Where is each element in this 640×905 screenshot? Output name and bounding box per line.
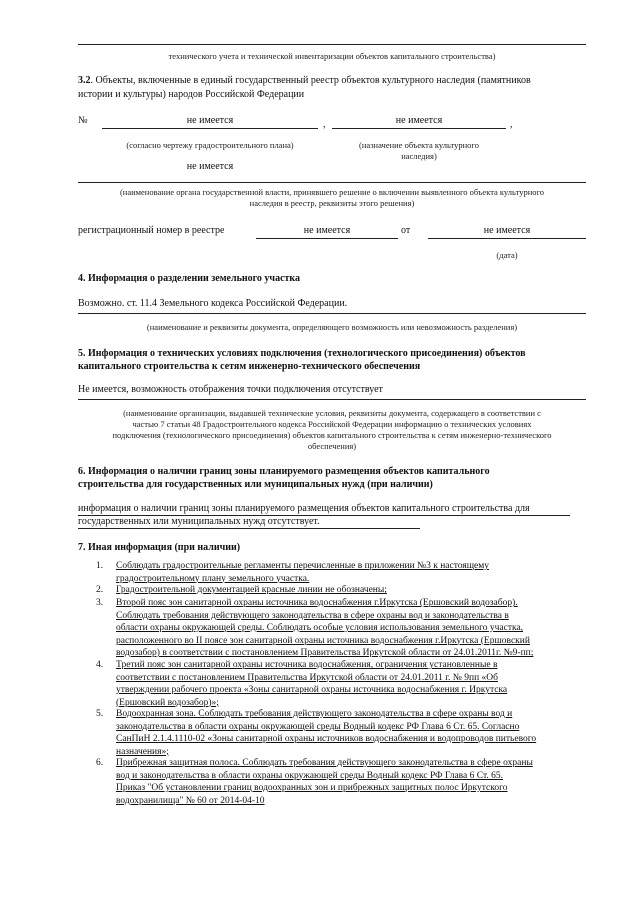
list-item — [96, 560, 590, 585]
section-3-2-line2: истории и культуры) народов Российской Федерации — [78, 89, 305, 100]
section-6-text-2: государственных или муниципальных нужд отсутствует. — [78, 516, 320, 527]
list-item — [96, 584, 590, 597]
registry-number-value: не имеется — [303, 225, 351, 236]
section-5-underline — [78, 399, 586, 400]
object-purpose-value: не имеется — [395, 115, 443, 126]
object-number-value: не имеется — [186, 115, 234, 126]
list-item — [96, 597, 590, 660]
section-5-caption-1: (наименование организации, выдавшей технические условия, реквизиты документа, содержащего в соответствии с — [123, 408, 541, 418]
authority-caption-1: (наименование органа государственной власти, принявшего решение о включении выявленного объекта культурного — [119, 187, 545, 197]
section-4-text: Возможно. ст. 11.4 Земельного кодекса Российской Федерации. — [78, 298, 348, 309]
list-item-line: СанПиН 2.1.4.1110-02 «Зоны санитарной охраны источников водоснабжения и водопроводов питьевого — [116, 734, 537, 744]
list-item-line: Соблюдать градостроительные регламенты перечисленные в приложении №3 к настоящему — [116, 561, 489, 571]
top-rule — [78, 44, 586, 45]
section-4-caption: (наименование и реквизиты документа, определяющего возможность или невозможность разделения) — [146, 322, 518, 332]
object-number-underline — [102, 128, 318, 129]
registry-date-value: не имеется — [483, 225, 531, 236]
list-item-line: Приказ "Об установлении границ водоохранных зон и прибрежных защитных полос Иркутского — [116, 783, 508, 793]
list-item-line: водозабор) в соответствии с постановлением Правительства Иркутской области от 24.01.2011г. №9-пп; — [116, 648, 534, 658]
list-item-number: 5. — [96, 709, 104, 719]
section-6-heading-2: строительства для государственных или муниципальных нужд (при наличии) — [78, 479, 433, 490]
list-item-line: Третий пояс зон санитарной охраны источника водоснабжения, ограничения установленные в — [116, 660, 498, 670]
section-6-text-1: информация о наличии границ зоны планируемого размещения объектов капитального строительства для — [78, 503, 530, 514]
section-5-caption-4: обеспечения) — [307, 441, 357, 451]
section-5-caption-3: подключения (технологического присоединения) объектов капитального строительства к сетям инженерно-технического — [112, 430, 552, 440]
list-item-line: соответствии с постановлением Правительства Иркутской области от 24.01.2011 г. № 9пп «Об — [116, 672, 498, 683]
from-label: от — [401, 225, 411, 236]
list-item — [96, 757, 590, 807]
list-item-line: вод и законодательства в области охраны окружающей среды Водный кодекс РФ Глава 6 Ст. 65. — [116, 770, 504, 781]
section-5-text: Не имеется, возможность отображения точки подключения отсутствует — [78, 384, 383, 395]
registry-date-underline — [428, 238, 586, 239]
list-item-line: водохранилища" № 60 от 2014-04-10 — [116, 795, 265, 806]
section-3-2-line1: . Объекты, включенные в единый государственный реестр объектов культурного наследия (памятников — [90, 75, 531, 86]
comma-2: , — [510, 119, 513, 130]
list-item — [96, 659, 590, 709]
list-item-line: Соблюдать требования действующего законодательства в сфере охраны вод и законодательства в — [116, 610, 509, 621]
section-5-heading-1: 5. Информация о технических условиях подключения (технологического присоединения) объектов — [78, 348, 526, 359]
date-caption: (дата) — [496, 250, 518, 260]
registry-number-label: регистрационный номер в реестре — [78, 225, 225, 236]
list-item-line: законодательства в области охраны окружающей среды Водный кодекс РФ Глава 6 Ст. 65. Согласно — [116, 721, 520, 732]
section-4-heading: 4. Информация о разделении земельного участка — [78, 273, 301, 284]
section-5-heading-2: капитального строительства к сетям инженерно-технического обеспечения — [78, 361, 421, 372]
object-name-value: не имеется — [186, 161, 234, 172]
caption-purpose-2: наследия) — [401, 151, 437, 161]
section-4-underline — [78, 313, 586, 314]
top-caption: технического учета и технической инвентаризации объектов капитального строительства) — [168, 51, 496, 61]
list-item-line: области охраны окружающей среды. Соблюдать особые условия использования земельного участка, — [116, 623, 524, 633]
list-item-number: 6. — [96, 758, 104, 768]
list-item-line: Градостроительной документацией красные линии не обозначены; — [116, 585, 387, 595]
number-label: № — [78, 115, 88, 126]
list-item-number: 2. — [96, 585, 104, 595]
list-item-line: утверждении рабочего проекта «Зоны санитарной охраны источника водоснабжения г. Иркутска — [116, 685, 508, 695]
section-5-caption-2: частью 7 статьи 48 Градостроительного кодекса Российской Федерации информацию о технических условиях — [132, 419, 532, 429]
list-item-line: Прибрежная защитная полоса. Соблюдать требования действующего законодательства в сфере охраны — [116, 758, 533, 768]
section-6-underline-2 — [78, 528, 420, 529]
object-purpose-underline — [332, 128, 506, 129]
authority-caption-2: наследия в реестр, реквизиты этого решения) — [249, 198, 415, 208]
comma-1: , — [323, 119, 326, 130]
section-3-2-title — [78, 74, 590, 87]
list-item-number: 1. — [96, 561, 104, 571]
section-7-heading: 7. Иная информация (при наличии) — [78, 542, 241, 553]
authority-underline — [78, 182, 586, 183]
list-item-line: назначения»; — [116, 746, 169, 757]
caption-purpose-1: (назначение объекта культурного — [359, 140, 479, 150]
section-6-heading-1: 6. Информация о наличии границ зоны планируемого размещения объектов капитального — [78, 466, 490, 477]
list-item-line: (Ершовский водозабор)»; — [116, 697, 219, 708]
list-item-line: градостроительному плану земельного участка. — [116, 573, 310, 584]
list-item-number: 4. — [96, 660, 104, 670]
caption-gpzu-drawing: (согласно чертежу градостроительного плана) — [126, 140, 294, 150]
list-item-line: Водоохранная зона. Соблюдать требования действующего законодательства в сфере охраны вод и — [116, 709, 513, 719]
list-item-number: 3. — [96, 598, 104, 608]
list-item — [96, 708, 590, 758]
list-item-line: расположенного во II поясе зон санитарной охраны источника водоснабжения г.Иркутска (Ершовский — [116, 635, 530, 646]
list-item-line: Второй пояс зон санитарной охраны источника водоснабжения г.Иркутска (Ершовский водозабор). — [116, 598, 518, 608]
registry-number-underline — [256, 238, 398, 239]
section-3-2-number: 3.2 — [78, 75, 91, 86]
